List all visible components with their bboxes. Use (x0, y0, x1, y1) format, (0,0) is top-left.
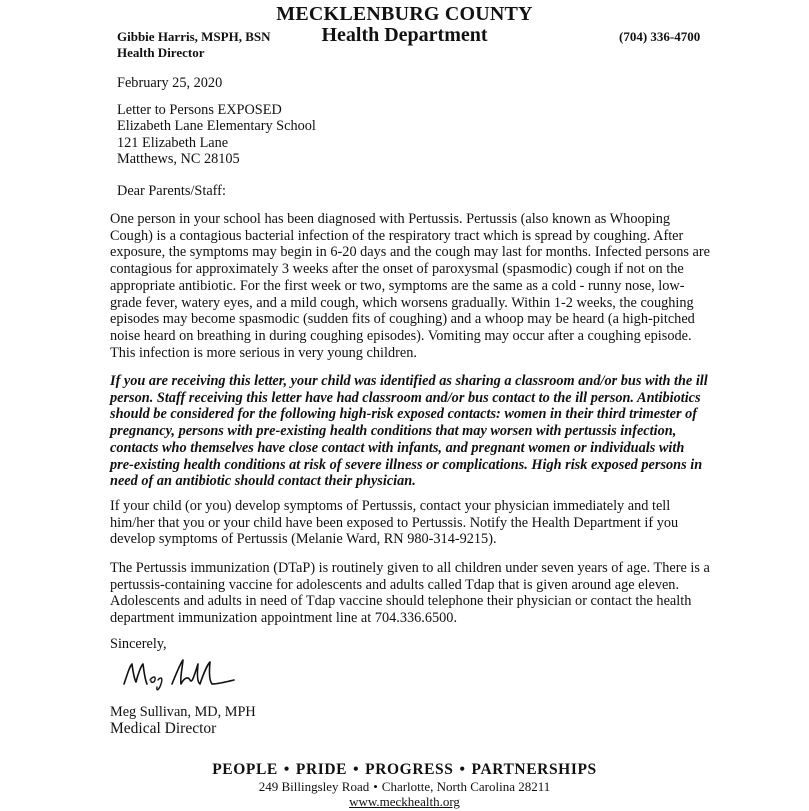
footer-address (0, 779, 809, 794)
signer-name: Meg Sullivan, MD, MPH (110, 704, 256, 720)
recipient-line: Letter to Persons EXPOSED (117, 102, 282, 118)
letter-date: February 25, 2020 (117, 75, 223, 91)
org-name: MECKLENBURG COUNTY (276, 3, 533, 25)
signer-title: Medical Director (110, 720, 217, 737)
director-block (117, 29, 270, 60)
recipient-line: 121 Elizabeth Lane (117, 134, 229, 151)
director-name: Gibbie Harris, MSPH, BSN (117, 29, 271, 44)
department-name: Health Department (321, 24, 488, 46)
recipient-line: Matthews, NC 28105 (117, 151, 240, 168)
motto-separator: • (283, 761, 290, 778)
signature (120, 654, 240, 694)
footer-motto (0, 761, 809, 779)
footer-website-row (0, 794, 809, 809)
website-link[interactable]: www.meckhealth.org (349, 794, 460, 809)
motto-word: PRIDE (295, 761, 348, 778)
motto-separator: • (459, 761, 466, 778)
footer-street: 249 Billingsley Road (258, 779, 370, 794)
paragraph-exposure-notice: If you are receiving this letter, your child was identified as sharing a classroom and/or bus with the ill person. Staff receiving this letter have had classroom and/or bus contact to the ill person. Antibiotics should be considered for the following high-risk exposed contacts: women in their third trimester of pregnancy, persons with pre-existing health conditions that may worsen with pertussis infection, contacts who themselves have close contact with infants, and pregnant women or individuals with pre-existing health conditions at risk of severe illness or complications. High risk exposed persons in need of an antibiotic should contact their physician. (110, 373, 708, 490)
paragraph-disease-info: One person in your school has been diagnosed with Pertussis. Pertussis (also known as Whooping Cough) is a contagious bacterial infection of the respiratory tract which is spread by coughing. After exposure, the symptoms may begin in 6-20 days and the cough may last for months. Infected persons are contagious for approximately 3 weeks after the onset of paroxysmal (spasmodic) cough if not on the appropriate antibiotic. For the first week or two, symptoms are the same as a cold - runny nose, low-grade fever, watery eyes, and a mild cough, which worsens gradually. Within 1-2 weeks, the coughing episodes may become spasmodic (sudden fits of coughing) and a whoop may be heard (a high-pitched noise heard on breathing in during coughing episodes). Vomiting may occur after a coughing episode. This infection is more serious in very young children. (110, 211, 710, 361)
closing: Sincerely, (110, 636, 167, 652)
motto-word: PROGRESS (365, 761, 454, 778)
motto-word: PEOPLE (212, 761, 278, 778)
paragraph-immunization: The Pertussis immunization (DTaP) is routinely given to all children under seven years of age. There is a pertussis-containing vaccine for adolescents and adults called Tdap that is given around age eleven. Adolescents and adults in need of Tdap vaccine should telephone their physician or contact the health department immunization appointment line at 704.336.6500. (110, 560, 710, 627)
motto-separator: • (353, 761, 360, 778)
director-title: Health Director (117, 44, 205, 60)
paragraph-symptoms-action: If your child (or you) develop symptoms of Pertussis, contact your physician immediately and tell him/her that you or your child have been exposed to Pertussis. Notify the Health Department if you develop symptoms of Pertussis (Melanie Ward, RN 980-314-9215). (110, 498, 679, 548)
footer-city: Charlotte, North Carolina 28211 (381, 779, 551, 794)
motto-word: PARTNERSHIPS (471, 761, 597, 778)
salutation: Dear Parents/Staff: (117, 183, 226, 199)
recipient-address (117, 102, 316, 168)
recipient-line: Elizabeth Lane Elementary School (117, 118, 316, 135)
address-separator: • (373, 779, 378, 794)
phone-number: (704) 336-4700 (619, 29, 701, 44)
